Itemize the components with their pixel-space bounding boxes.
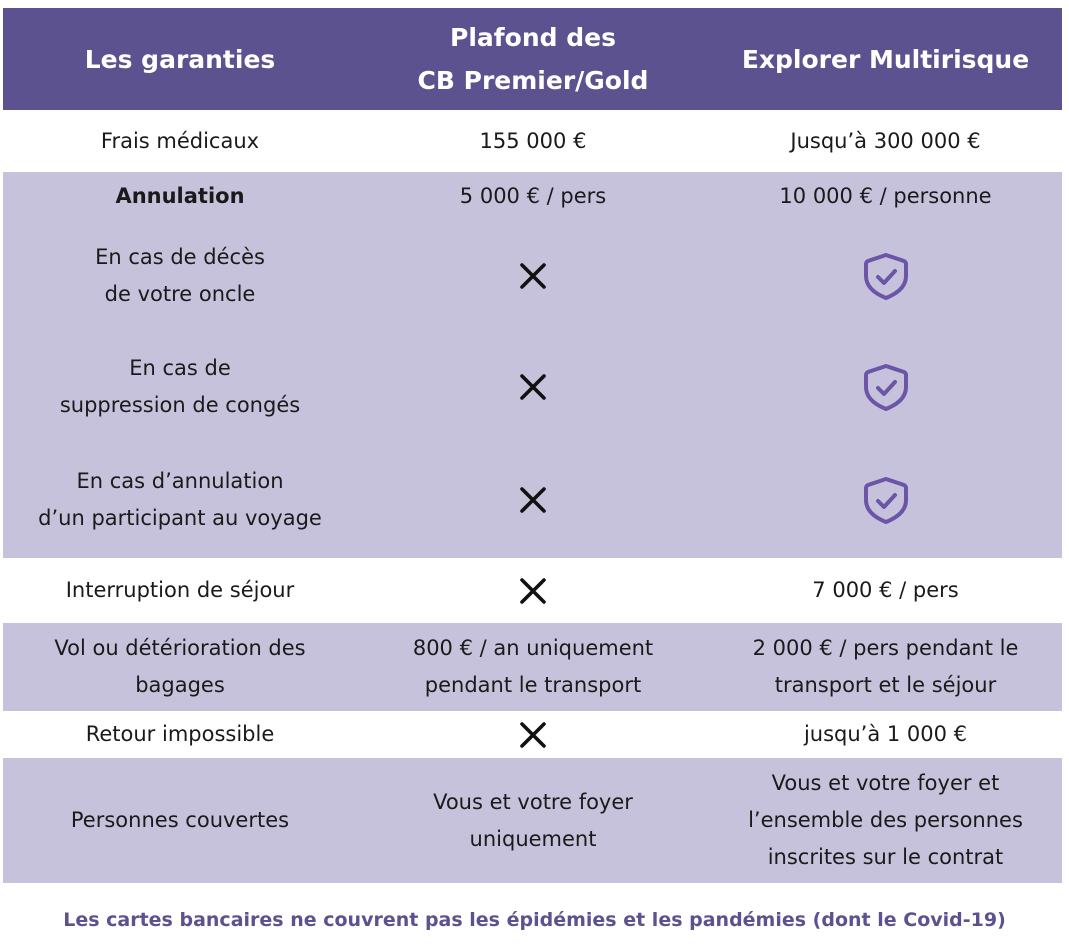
row-label: En cas d’annulation d’un participant au voyage xyxy=(38,469,322,530)
table-row-deces-oncle xyxy=(3,220,1062,331)
table-row-retour-impossible xyxy=(3,711,1062,758)
cb-value xyxy=(357,558,709,623)
cross-icon xyxy=(518,485,548,515)
cb-value: 155 000 € xyxy=(479,128,587,153)
cross-icon xyxy=(518,576,548,606)
explorer-value xyxy=(709,220,1062,331)
explorer-value xyxy=(709,331,1062,442)
header-explorer-multirisque: Explorer Multirisque xyxy=(741,44,1030,74)
shield-check-icon xyxy=(860,474,912,526)
header-guarantees: Les garanties xyxy=(84,44,276,74)
table-row-frais-medicaux xyxy=(3,110,1062,172)
row-label: Interruption de séjour xyxy=(65,578,295,602)
row-label: Vol ou détérioration des bagages xyxy=(54,636,306,697)
table-header xyxy=(3,8,1062,110)
table-row-annulation-participant xyxy=(3,442,1062,558)
table-row-annulation xyxy=(3,172,1062,220)
explorer-value: 2 000 € / pers pendant le transport et le séjour xyxy=(752,636,1019,697)
cb-value xyxy=(357,331,709,442)
explorer-value xyxy=(709,442,1062,558)
shield-check-icon xyxy=(860,361,912,413)
explorer-value: 10 000 € / personne xyxy=(779,183,992,208)
cb-value xyxy=(357,442,709,558)
table-row-personnes-couvertes xyxy=(3,758,1062,883)
cb-value: Vous et votre foyer uniquement xyxy=(433,789,633,851)
row-label: Frais médicaux xyxy=(100,128,260,153)
cross-icon xyxy=(518,261,548,291)
cb-value: 5 000 € / pers xyxy=(459,183,607,208)
cb-value xyxy=(357,220,709,331)
row-label: En cas de suppression de congés xyxy=(59,355,301,417)
table-row-suppression-conges xyxy=(3,331,1062,442)
explorer-value: 7 000 € / pers xyxy=(812,578,959,602)
explorer-value: Jusqu’à 300 000 € xyxy=(790,128,981,153)
guarantees-table xyxy=(3,8,1062,883)
table-row-vol-bagages xyxy=(3,623,1062,711)
explorer-value: Vous et votre foyer et l’ensemble des personnes inscrites sur le contrat xyxy=(748,771,1023,869)
header-cb-premier-gold: Plafond des CB Premier/Gold xyxy=(417,23,649,95)
row-label: Personnes couvertes xyxy=(70,808,290,832)
row-label: En cas de décès de votre oncle xyxy=(95,244,265,306)
cb-value xyxy=(357,711,709,758)
row-label: Retour impossible xyxy=(85,722,275,746)
shield-check-icon xyxy=(860,250,912,302)
explorer-value: jusqu’à 1 000 € xyxy=(803,722,968,746)
row-label: Annulation xyxy=(115,183,245,208)
table-row-interruption-sejour xyxy=(3,558,1062,623)
cb-value: 800 € / an uniquement pendant le transport xyxy=(412,636,654,697)
cross-icon xyxy=(518,720,548,750)
cross-icon xyxy=(518,372,548,402)
footer-note: Les cartes bancaires ne couvrent pas les épidémies et les pandémies (dont le Covid-19) xyxy=(63,909,1006,931)
